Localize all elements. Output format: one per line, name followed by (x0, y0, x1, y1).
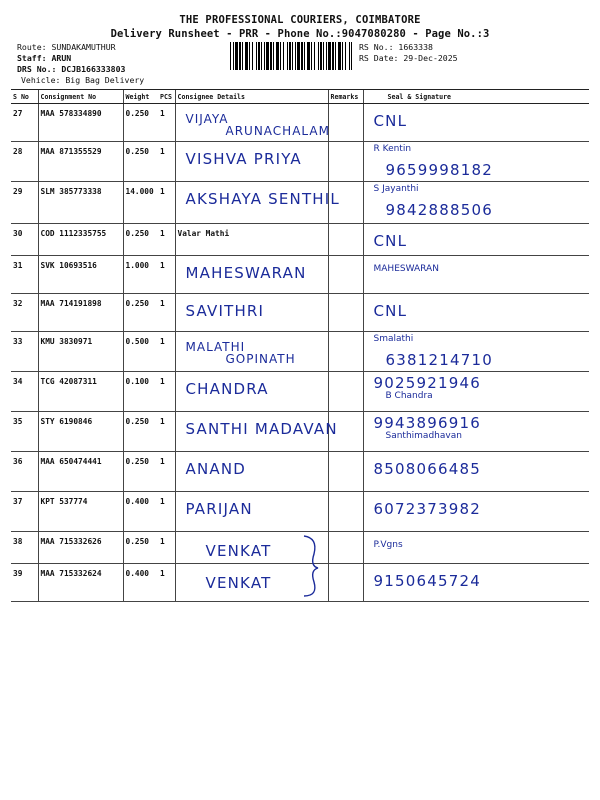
pcs-cell: 1 (158, 256, 175, 294)
remarks-cell (328, 224, 363, 256)
vehicle-field: Vehicle: Big Bag Delivery (21, 75, 145, 85)
table-row (11, 412, 589, 452)
seal-cell (363, 372, 589, 412)
table-row (11, 564, 589, 602)
consignee-cell (175, 224, 328, 256)
remarks-cell (328, 452, 363, 492)
pcs-cell: 1 (158, 372, 175, 412)
weight-cell: 14.000 (123, 182, 158, 224)
consignment-cell: MAA 715332624 (38, 564, 123, 602)
consignment-cell: KMU 3830971 (38, 332, 123, 372)
col-header-consignment: Consignment No (38, 90, 123, 104)
remarks-cell (328, 256, 363, 294)
consignee-cell (175, 256, 328, 294)
sno-cell: 38 (11, 532, 38, 564)
seal-cell (363, 492, 589, 532)
table-row (11, 224, 589, 256)
seal-handwritten-entry: B Chandra (385, 391, 433, 401)
seal-handwritten-entry: 9943896916 (373, 414, 481, 432)
seal-handwritten-entry: CNL (373, 302, 408, 320)
consignment-cell: COD 1112335755 (38, 224, 123, 256)
consignee-handwritten-name: VISHVA PRIYA (185, 150, 302, 168)
weight-cell: 0.500 (123, 332, 158, 372)
consignee-handwritten-name: MAHESWARAN (185, 264, 307, 282)
seal-cell (363, 294, 589, 332)
remarks-cell (328, 142, 363, 182)
table-row (11, 182, 589, 224)
consignee-handwritten-name: VENKAT (205, 542, 272, 560)
table-header-row (11, 90, 589, 104)
seal-cell (363, 332, 589, 372)
sno-cell: 36 (11, 452, 38, 492)
rs-date-field: RS Date: 29-Dec-2025 (359, 53, 458, 63)
consignee-handwritten-name: MALATHI (185, 340, 246, 354)
sno-cell: 39 (11, 564, 38, 602)
consignee-handwritten-name: SAVITHRI (185, 302, 265, 320)
seal-cell (363, 452, 589, 492)
col-header-sno: S No (11, 90, 38, 104)
company-title: THE PROFESSIONAL COURIERS, COIMBATORE (179, 14, 421, 26)
seal-cell (363, 256, 589, 294)
sno-cell: 34 (11, 372, 38, 412)
sno-cell: 37 (11, 492, 38, 532)
seal-cell (363, 564, 589, 602)
remarks-cell (328, 104, 363, 142)
table-row (11, 492, 589, 532)
consignee-handwritten-name: SANTHI MADAVAN (185, 420, 338, 438)
col-header-consignee: Consignee Details (175, 90, 328, 104)
consignee-handwritten-name: VIJAYA (185, 112, 229, 126)
consignment-cell: MAA 650474441 (38, 452, 123, 492)
weight-cell: 0.250 (123, 452, 158, 492)
consignee-cell (175, 564, 328, 602)
remarks-cell (328, 412, 363, 452)
pcs-cell: 1 (158, 532, 175, 564)
seal-handwritten-entry: 9659998182 (385, 161, 493, 179)
consignee-cell (175, 492, 328, 532)
seal-cell (363, 412, 589, 452)
seal-cell (363, 142, 589, 182)
sno-cell: 28 (11, 142, 38, 182)
weight-cell: 0.250 (123, 294, 158, 332)
consignee-cell (175, 372, 328, 412)
pcs-cell: 1 (158, 564, 175, 602)
pcs-cell: 1 (158, 224, 175, 256)
consignee-handwritten-name: VENKAT (205, 574, 272, 592)
col-header-seal: Seal & Signature (363, 90, 589, 104)
weight-cell: 1.000 (123, 256, 158, 294)
runsheet-subtitle: Delivery Runsheet - PRR - Phone No.:9047080280 - Page No.:3 (110, 28, 490, 40)
consignee-cell (175, 182, 340, 224)
table-row (11, 452, 589, 492)
remarks-cell (328, 564, 363, 602)
seal-handwritten-entry: CNL (373, 232, 408, 250)
remarks-cell (328, 182, 363, 224)
sno-cell: 29 (11, 182, 38, 224)
runsheet-table (11, 89, 589, 602)
seal-handwritten-entry: P.Vgns (373, 540, 403, 550)
seal-handwritten-entry: S Jayanthi (373, 184, 419, 194)
sno-cell: 31 (11, 256, 38, 294)
consignee-handwritten-name: AKSHAYA SENTHIL (185, 190, 340, 208)
remarks-cell (328, 372, 363, 412)
consignee-handwritten-name: ARUNACHALAM (225, 124, 330, 138)
sno-cell: 30 (11, 224, 38, 256)
sno-cell: 35 (11, 412, 38, 452)
sno-cell: 32 (11, 294, 38, 332)
seal-handwritten-entry: 8508066485 (373, 460, 481, 478)
seal-cell (363, 104, 589, 142)
remarks-cell (328, 532, 363, 564)
table-row (11, 256, 589, 294)
consignee-handwritten-name: CHANDRA (185, 380, 269, 398)
seal-handwritten-entry: CNL (373, 112, 408, 130)
consignment-cell: KPT 537774 (38, 492, 123, 532)
drs-field: DRS No.: DCJB166333803 (17, 64, 126, 74)
consignee-cell (175, 332, 328, 372)
seal-cell (363, 532, 589, 564)
col-header-weight: Weight (123, 90, 158, 104)
remarks-cell (328, 294, 363, 332)
pcs-cell: 1 (158, 452, 175, 492)
seal-handwritten-entry: 9025921946 (373, 374, 481, 392)
weight-cell: 0.250 (123, 532, 158, 564)
barcode-icon (230, 42, 352, 70)
pcs-cell: 1 (158, 104, 175, 142)
seal-handwritten-entry: 6381214710 (385, 351, 493, 369)
seal-handwritten-entry: 9842888506 (385, 201, 493, 219)
consignment-cell: STY 6190846 (38, 412, 123, 452)
seal-handwritten-entry: Santhimadhavan (385, 431, 462, 441)
seal-handwritten-entry: 9150645724 (373, 572, 481, 590)
consignee-handwritten-name: GOPINATH (225, 352, 296, 366)
table-row (11, 532, 589, 564)
table-row (11, 294, 589, 332)
col-header-pcs: PCS (158, 90, 175, 104)
staff-field: Staff: ARUN (17, 53, 72, 63)
consignee-cell (175, 412, 338, 452)
pcs-cell: 1 (158, 492, 175, 532)
consignee-handwritten-name: ANAND (185, 460, 247, 478)
meta-left-block (17, 42, 144, 86)
table-row (11, 332, 589, 372)
pcs-cell: 1 (158, 294, 175, 332)
seal-cell (363, 182, 589, 224)
remarks-cell (328, 332, 363, 372)
weight-cell: 0.250 (123, 142, 158, 182)
consignee-cell (175, 532, 328, 564)
seal-handwritten-entry: MAHESWARAN (373, 264, 439, 274)
consignment-cell: MAA 714191898 (38, 294, 123, 332)
weight-cell: 0.250 (123, 104, 158, 142)
sno-cell: 33 (11, 332, 38, 372)
consignment-cell: TCG 42087311 (38, 372, 123, 412)
pcs-cell: 1 (158, 332, 175, 372)
meta-right-block (359, 42, 458, 64)
rs-number-field: RS No.: 1663338 (359, 42, 433, 52)
table-row (11, 104, 589, 142)
consignment-cell: SLM 385773338 (38, 182, 123, 224)
col-header-remarks: Remarks (328, 90, 363, 104)
route-field: Route: SUNDAKAMUTHUR (17, 42, 116, 52)
weight-cell: 0.250 (123, 412, 158, 452)
sno-cell: 27 (11, 104, 38, 142)
consignee-cell (175, 294, 328, 332)
weight-cell: 0.100 (123, 372, 158, 412)
pcs-cell: 1 (158, 142, 175, 182)
consignment-cell: MAA 871355529 (38, 142, 123, 182)
consignee-cell (175, 104, 328, 142)
pcs-cell: 1 (158, 412, 175, 452)
seal-handwritten-entry: R Kentin (373, 144, 412, 154)
consignment-cell: SVK 10693516 (38, 256, 123, 294)
table-row (11, 372, 589, 412)
weight-cell: 0.400 (123, 492, 158, 532)
seal-handwritten-entry: Smalathi (373, 334, 414, 344)
consignee-cell (175, 452, 328, 492)
consignee-handwritten-name: PARIJAN (185, 500, 253, 518)
consignment-cell: MAA 578334890 (38, 104, 123, 142)
consignment-cell: MAA 715332626 (38, 532, 123, 564)
weight-cell: 0.250 (123, 224, 158, 256)
pcs-cell: 1 (158, 182, 175, 224)
remarks-cell (328, 492, 363, 532)
seal-cell (363, 224, 589, 256)
weight-cell: 0.400 (123, 564, 158, 602)
seal-handwritten-entry: 6072373982 (373, 500, 481, 518)
table-row (11, 142, 589, 182)
consignee-cell (175, 142, 328, 182)
consignee-printed-name: Valar Mathi (177, 229, 230, 238)
